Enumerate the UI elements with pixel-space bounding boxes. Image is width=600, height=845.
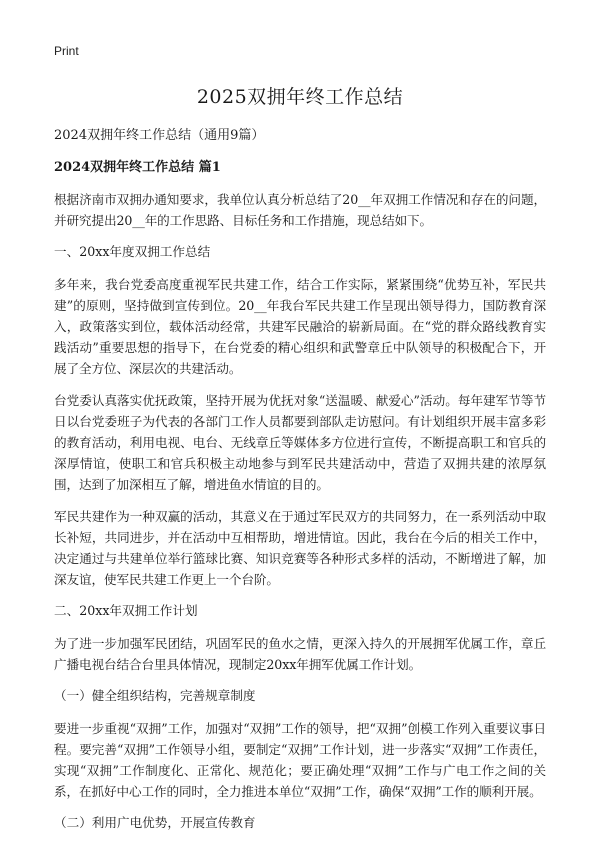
- intro-paragraph: 根据济南市双拥办通知要求，我单位认真分析总结了20__年双拥工作情况和存在的问题，并研究提出20__年的工作思路、目标任务和工作措施，现总结如下。: [54, 192, 546, 228]
- article-heading: 2024双拥年终工作总结 篇1: [54, 160, 221, 175]
- page-title: 2025双拥年终工作总结: [196, 86, 404, 108]
- document-subtitle: 2024双拥年终工作总结（通用9篇）: [54, 128, 265, 143]
- paragraph-2: 台党委认真落实优抚政策，坚持开展为优抚对象“送温暖、献爱心”活动。每年建军节等节日以台党委班子为代表的各部门工作人员都要到部队走访慰问。有计划组织开展丰富多彩的教育活动，利用电视、电台、无线章丘等媒体多方位进行宣传，不断提高职工和官兵的深厚情谊，使职工和官兵积极主动地参与到军民共建活动中，营造了双拥共建的浓厚氛围，达到了加深相互了解，增进鱼水情谊的目的。: [54, 393, 546, 492]
- section-2-title: 二、20xx年双拥工作计划: [54, 603, 198, 618]
- paragraph-5: 要进一步重视“双拥”工作，加强对“双拥”工作的领导，把“双拥”创模工作列入重要议事日程。要完善“双拥”工作领导小组，要制定“双拥”工作计划，进一步落实“双拥”工作责任，实现“双拥”工作制度化、正常化、规范化；要正确处理“双拥”工作与广电工作之间的关系，在抓好中心工作的同时，全力推进本单位“双拥”工作，确保“双拥”工作的顺利开展。: [54, 721, 546, 799]
- section-1-title: 一、20xx年度双拥工作总结: [54, 244, 211, 259]
- paragraph-4: 为了进一步加强军民团结，巩固军民的鱼水之情，更深入持久的开展拥军优属工作，章丘广播电视台结合台里具体情况，现制定20xx年拥军优属工作计划。: [54, 636, 546, 672]
- document-body: [54, 126, 546, 845]
- paragraph-1: 多年来，我台党委高度重视军民共建工作，结合工作实际，紧紧围绕“优势互补，军民共建”的原则，坚持做到宣传到位。20__年我台军民共建工作呈现出领导得力，国防教育深入，政策落实到位，载体活动经常，共建军民融洽的崭新局面。在“党的群众路线教育实践活动”重要思想的指导下，在台党委的精心组织和武警章丘中队领导的积极配合下，开展了全方位、深层次的共建活动。: [54, 277, 546, 376]
- print-link[interactable]: Print: [54, 44, 79, 58]
- paragraph-3: 军民共建作为一种双赢的活动，其意义在于通过军民双方的共同努力，在一系列活动中取长补短，共同进步，并在活动中互相帮助，增进情谊。因此，我台在今后的相关工作中，决定通过与共建单位举行篮球比赛、知识竞赛等各种形式多样的活动，不断增进了解，加深友谊，使军民共建工作更上一个台阶。: [54, 509, 546, 587]
- subsection-1-title: （一）健全组织结构，完善规章制度: [54, 688, 256, 703]
- subsection-2-title: （二）利用广电优势，开展宣传教育: [54, 815, 256, 830]
